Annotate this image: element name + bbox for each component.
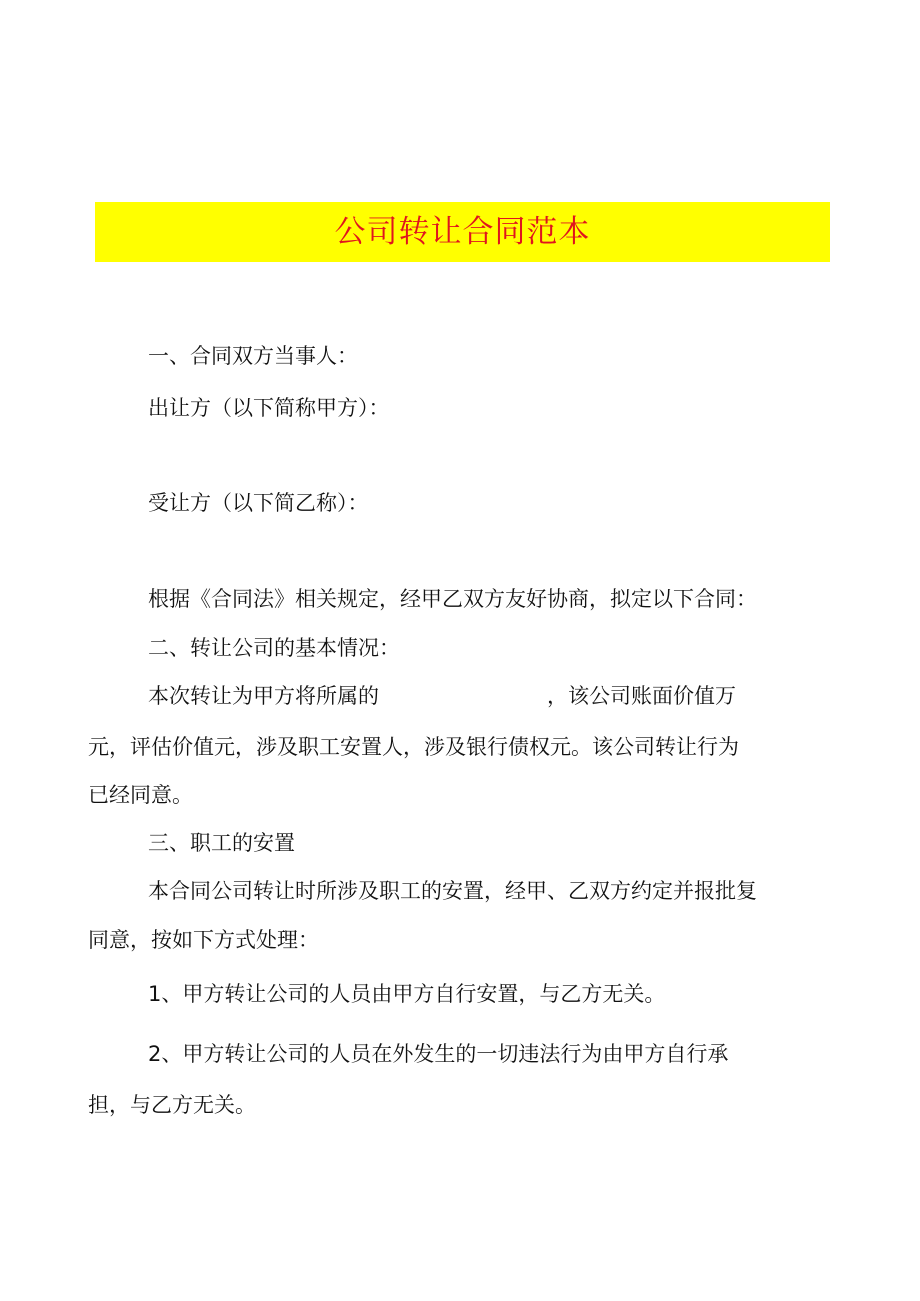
section1-heading: 一、合同双方当事人： bbox=[148, 344, 358, 368]
party-a-line: 出让方（以下简称甲方）： bbox=[148, 396, 390, 420]
list-item-2-line2: 担，与乙方无关。 bbox=[88, 1093, 256, 1117]
transfer-paragraph-line2: 元，评估价值元，涉及职工安置人，涉及银行债权元。该公司转让行为 bbox=[88, 735, 739, 759]
transfer-paragraph-line3: 已经同意。 bbox=[88, 783, 193, 807]
transfer-p1-start: 本次转让为甲方将所属的 bbox=[148, 684, 379, 708]
section2-heading: 二、转让公司的基本情况： bbox=[148, 636, 400, 660]
list-item-2-line1: 2、甲方转让公司的人员在外发生的一切违法行为由甲方自行承 bbox=[148, 1042, 729, 1066]
staff-paragraph-line1: 本合同公司转让时所涉及职工的安置，经甲、乙双方约定并报批复 bbox=[148, 879, 757, 903]
basis-line: 根据《合同法》相关规定，经甲乙双方友好协商，拟定以下合同： bbox=[148, 587, 757, 611]
section3-heading: 三、职工的安置 bbox=[148, 831, 295, 855]
staff-paragraph-line2: 同意，按如下方式处理： bbox=[88, 928, 319, 952]
document-title: 公司转让合同范本 bbox=[334, 213, 591, 250]
transfer-p1-end: ，该公司账面价值万 bbox=[547, 684, 736, 708]
title-banner bbox=[95, 202, 830, 262]
transfer-paragraph-line1 bbox=[148, 686, 736, 707]
list-item-1: 1、甲方转让公司的人员由甲方自行安置，与乙方无关。 bbox=[148, 982, 666, 1006]
party-b-line: 受让方（以下简乙称）： bbox=[148, 491, 369, 515]
